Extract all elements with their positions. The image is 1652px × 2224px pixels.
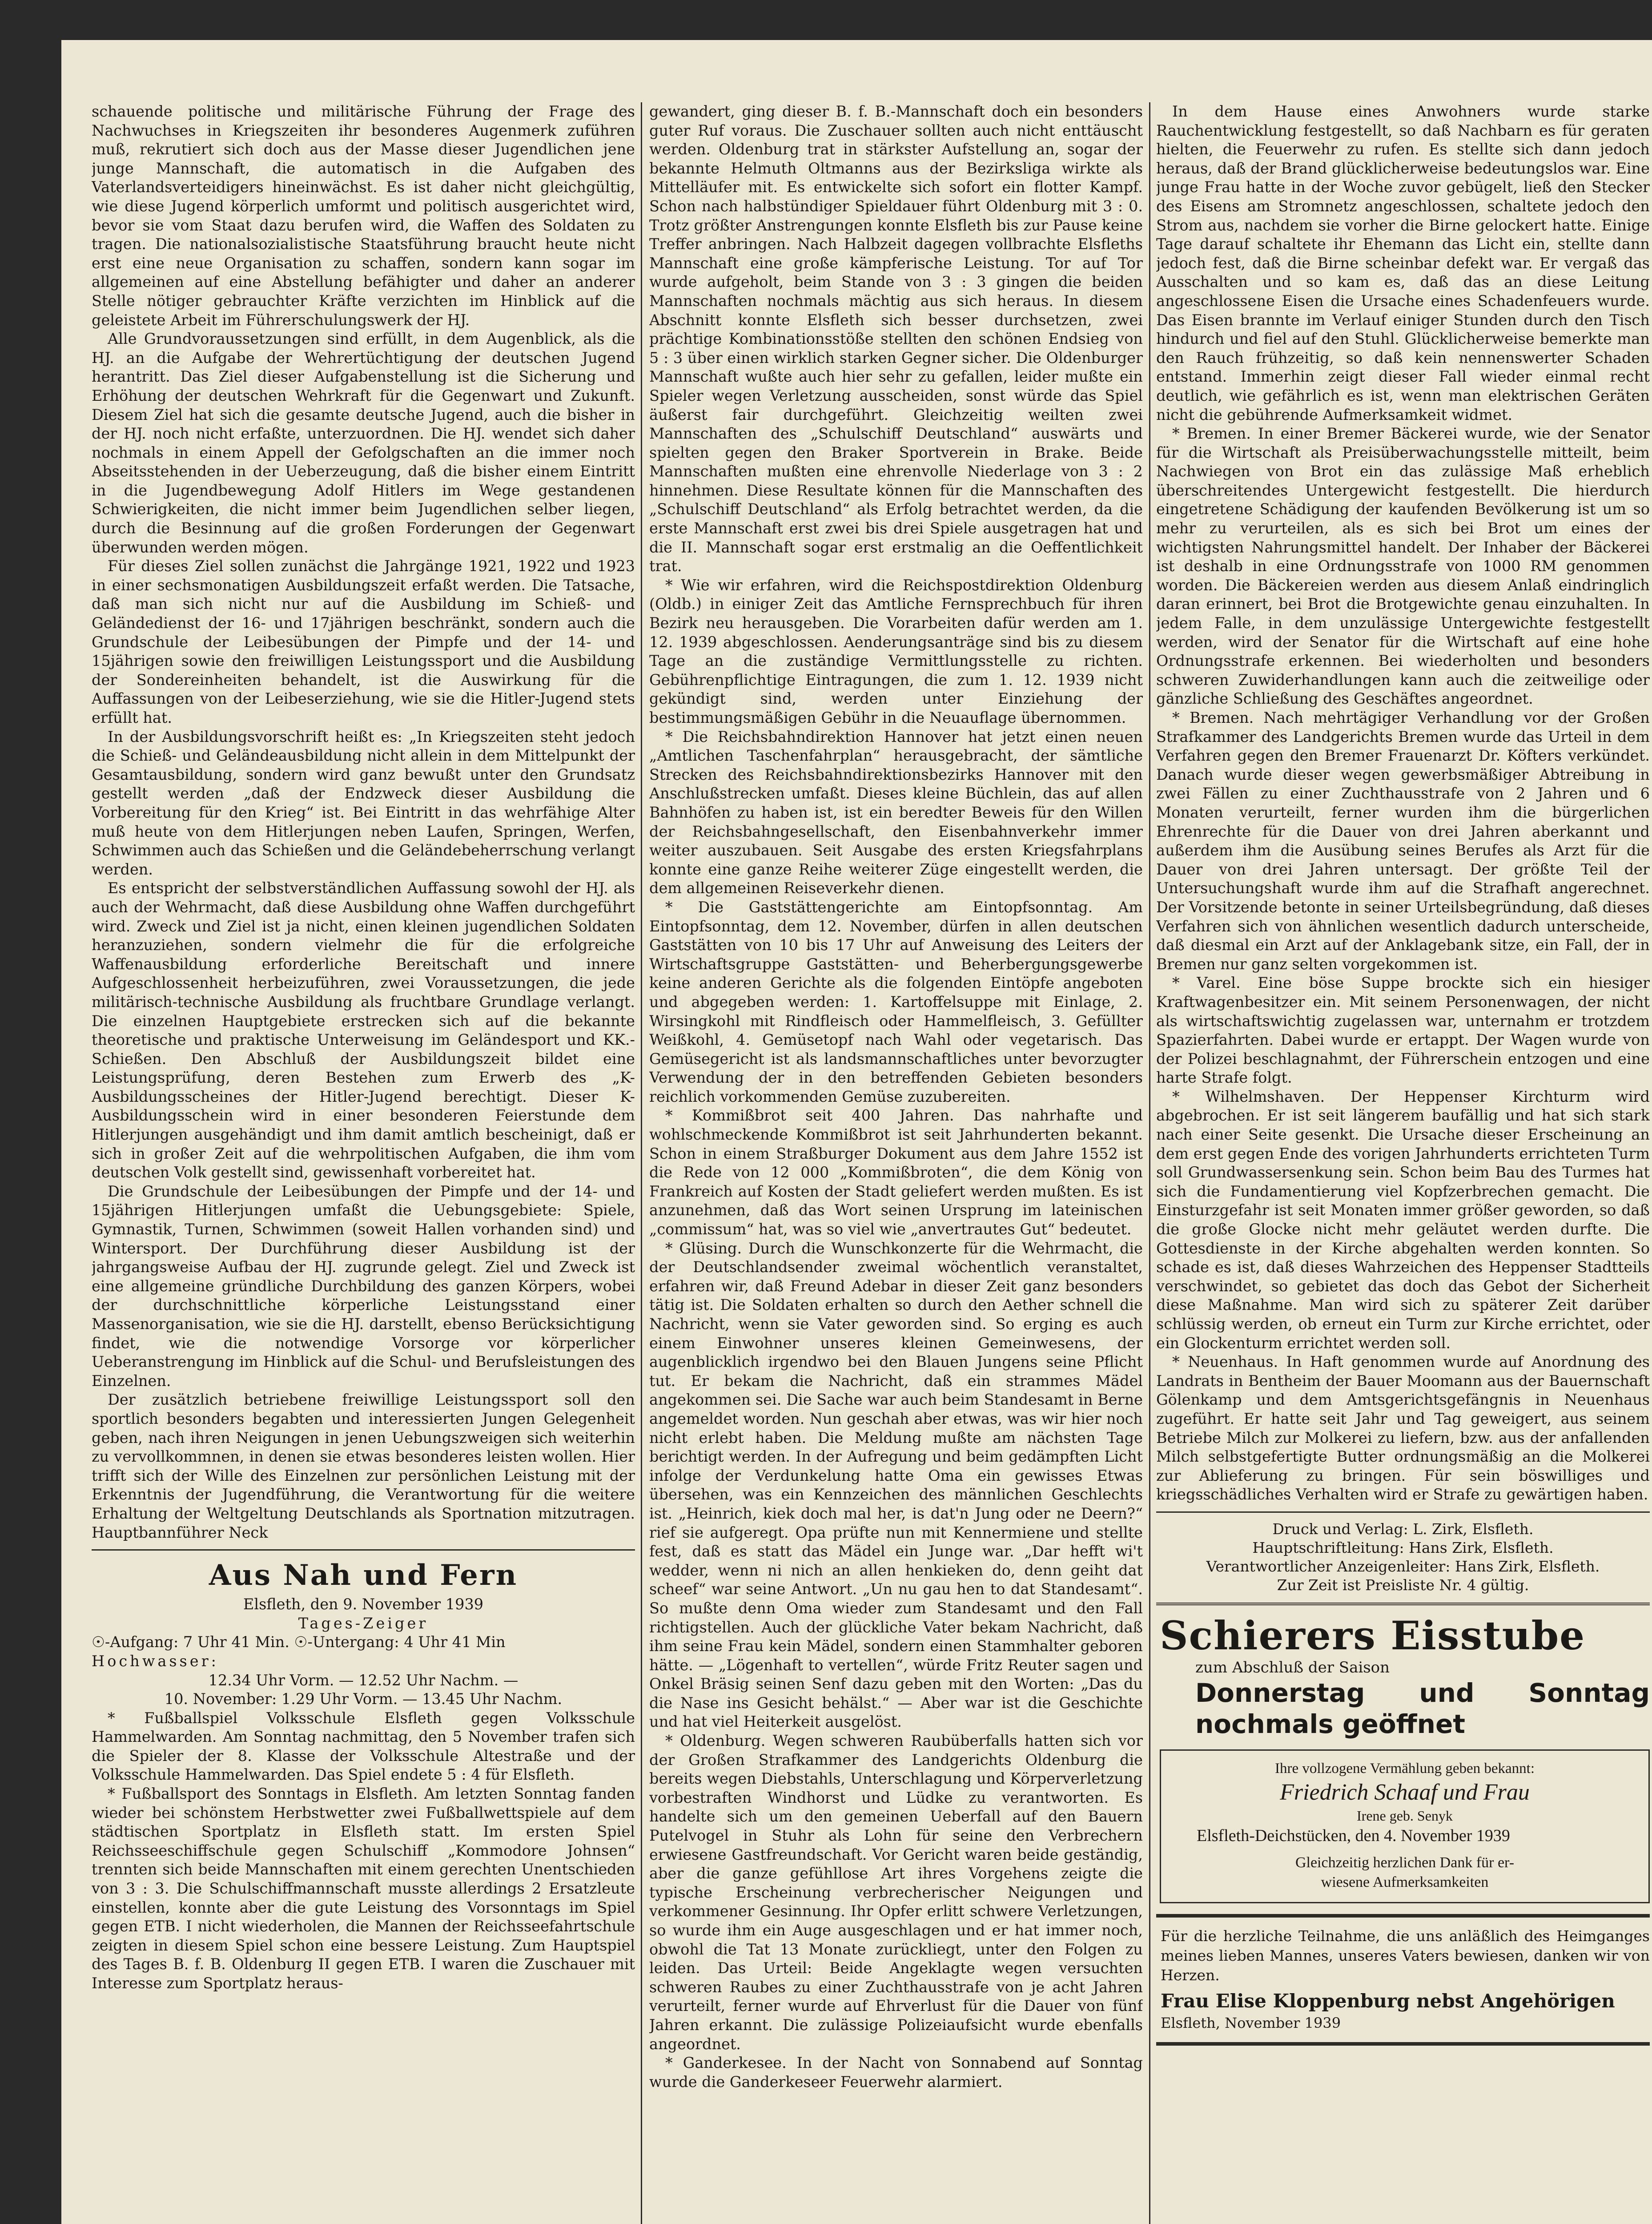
- article-paragraph: Alle Grundvoraussetzungen sind erfüllt, in dem Augenblick, als die HJ. an die Aufgabe der Wehrertüchtigung der deutschen Jugend herantritt. Das Ziel dieser Aufgabenstellung ist die Sicherung und Erhöhung der deutschen Wehrkraft für die Gegenwart und Zukunft. Diesem Ziel hat sich die gesamte deutsche Jugend, auch die bisher in der HJ. noch nicht erfaßte, unterzuordnen. Die HJ. wendet sich daher nochmals in einem Appell der Gefolgschaften an die immer noch Abseitsstehenden in der Ueberzeugung, daß die bisher einem Eintritt in die Jugendbewegung Adolf Hitlers im Wege gestandenen Schwierigkeiten, die nicht immer beim Jugendlichen selber liegen, durch die Besinnung auf die großen Forderungen der Gegenwart überwunden werden mögen.: [92, 330, 635, 556]
- article-paragraph: Die Grundschule der Leibesübungen der Pimpfe und der 14- und 15jährigen Hitlerjungen umfaßt die Uebungsgebiete: Spiele, Gymnastik, Turnen, Schwimmen (soweit Hallen vorhanden sind) und Wintersport. Der Durchführung dieser Ausbildung ist der jahrgangsweise Aufbau der HJ. zugrunde gelegt. Ziel und Zweck ist eine allgemeine gründliche Durchbildung des ganzen Körpers, wobei der durchschnittliche körperliche Leistungsstand einer Massenorganisation, wie sie die HJ. darstellt, ebenso Berücksichtigung findet, wie die notwendige Vorsorge vor körperlicher Ueberanstrengung im Hinblick auf die Schul- und Berufsleistungen des Einzelnen.: [92, 1182, 635, 1390]
- section-title: Aus Nah und Fern: [209, 1559, 518, 1592]
- hochwasser-heading: Hochwasser:: [92, 1652, 219, 1670]
- article-paragraph: * Wie wir erfahren, wird die Reichspostdirektion Oldenburg (Oldb.) in einiger Zeit das Amtliche Fernsprechbuch für ihren Bezirk neu herausgeben. Die Vorarbeiten dafür werden am 1. 12. 1939 abgeschlossen. Aenderungsanträge sind bis zu diesem Tage an die zuständige Vermittlungsstelle zu richten. Gebührenpflichtige Eintragungen, die zum 1. 12. 1939 nicht gekündigt sind, werden unter Einziehung der bestimmungsmäßigen Gebühr in die Neuauflage übernommen.: [649, 576, 1143, 726]
- imprint-line: Hauptschriftleitung: Hans Zirk, Elsfleth.: [1252, 1539, 1554, 1556]
- article-paragraph: * Neuenhaus. In Haft genommen wurde auf Anordnung des Landrats in Bentheim der Bauer Moomann aus der Bauernschaft Gölenkamp und dem Amtsgerichtsgefängnis in Neuenhaus zugeführt. Er hatte seit Jahr und Tag geweigert, aus seinem Betriebe Milch zur Molkerei zu liefern, bzw. aus der anfallenden Milch selbstgefertigte Butter ordnungsmäßig an die Molkerei zur Ablieferung zu bringen. Für sein böswilliges und kriegsschädliches Verhalten wird er Strafe zu gewärtigen haben.: [1156, 1353, 1650, 1503]
- ad-text: Für die herzliche Teilnahme, die uns anläßlich des Heimganges meines lieben Mannes, unseres Vaters bewiesen, danken wir von Herzen.: [1161, 1927, 1650, 1984]
- article-paragraph: gewandert, ging dieser B. f. B.-Mannschaft doch ein besonders guter Ruf voraus. Die Zuschauer sollten auch nicht enttäuscht werden. Oldenburg trat in stärkster Aufstellung an, sogar der bekannte Helmuth Oltmanns aus der Bezirksliga wirkte als Mittelläufer mit. Es entwickelte sich sofort ein flotter Kampf. Schon nach halbstündiger Spieldauer führt Oldenburg mit 3 : 0. Trotz größter Anstrengungen konnte Elsfleth bis zur Pause keine Treffer anbringen. Nach Halbzeit dagegen vollbrachte Elsfleths Mannschaft eine große kämpferische Leistung. Tor auf Tor wurde aufgeholt, beim Stande von 3 : 3 gingen die beiden Mannschaften nochmals mächtig aus sich heraus. In diesem Abschnitt konnte Elsfleth sich besser durchsetzen, zwei prächtige Kombinationsstöße stellten den schönen Endsieg von 5 : 3 über einen wirklich starken Gegner sicher. Die Oldenburger Mannschaft wußte auch hier sehr zu gefallen, leider mußte ein Spieler wegen Verletzung ausscheiden, sonst würde das Spiel äußerst fair durchgeführt. Gleichzeitig weilten zwei Mannschaften des „Schulschiff Deutschland“ auswärts und spielten gegen den Braker Sportverein in Brake. Beide Mannschaften mußten eine ehrenvolle Niederlage von 3 : 2 hinnehmen. Diese Resultate können für die Mannschaften des „Schulschiff Deutschland“ als Erfolg betrachtet werden, da die erste Mannschaft erst zwei bis drei Spiele ausgetragen hat und die II. Mannschaft sogar erst erstmalig an die Oeffentlichkeit trat.: [649, 103, 1143, 575]
- ad-headline: Donnerstag und Sonntag nochmals geöffnet: [1195, 1677, 1650, 1739]
- article-paragraph: * Wilhelmshaven. Der Heppenser Kirchturm wird abgebrochen. Er ist seit längerem baufällig und hat sich stark nach einer Seite gesenkt. Die Ursache dieser Erscheinung an dem erst gegen Ende des vorigen Jahrhunderts errichteten Turm soll Grundwassersenkung sein. Schon beim Bau des Turmes hat sich die Fundamentierung viel Kopfzerbrechen gemacht. Die Einsturzgefahr ist seit Monaten immer größer geworden, so daß die große Glocke nicht mehr geläutet werden durfte. Die Gottesdienste in der Kirche abgehalten werden konnten. So schade es ist, daß dieses Wahrzeichen des Heppenser Stadtteils verschwindet, so gebietet das doch das Gebot der Sicherheit diese Maßnahme. Man wird sich zu späterer Zeit darüber schlüssig werden, ob erneut ein Turm zur Kirche errichtet, oder ein Glockenturm errichtet werden soll.: [1156, 1088, 1650, 1352]
- imprint-line: Druck und Verlag: L. Zirk, Elsfleth.: [1272, 1520, 1534, 1538]
- article-paragraph: * Varel. Eine böse Suppe brockte sich ein hiesiger Kraftwagenbesitzer ein. Mit seinem Personenwagen, der nicht als wirtschaftswichtig zugelassen war, unternahm er trotzdem Spazierfahrten. Dabei wurde er ertappt. Der Wagen wurde von der Polizei beschlagnahmt, der Führerschein entzogen und eine harte Strafe folgt.: [1156, 974, 1650, 1087]
- imprint: [1156, 1520, 1650, 1595]
- section-divider: [92, 1549, 635, 1551]
- article-paragraph: * Fußballsport des Sonntags in Elsfleth. Am letzten Sonntag fanden wieder bei schönstem Herbstwetter zwei Fußballwettspiele auf dem städtischen Sportplatz in Elsfleth statt. Im ersten Spiel Reichsseeschiffschule gegen Schulschiff „Kommodore Johnsen“ trennten sich beide Mannschaften mit einem gerechten Unentschieden von 3 : 3. Die Schulschiffmannschaft musste allerdings 2 Ersatzleute einstellen, konnte aber die gute Leistung des Vorsonntags im Spiel gegen ETB. I nicht wiederholen, die Mannen der Reichsseefahrtschule zeigten in diesem Spiel schon eine bessere Leistung. Zum Hauptspiel des Tages B. f. B. Oldenburg II gegen ETB. I waren die Zuschauer mit Interesse zum Sportplatz heraus-: [92, 1785, 635, 1992]
- imprint-divider: [1156, 1511, 1650, 1513]
- newspaper-page: [61, 40, 1652, 2224]
- column-1: [92, 102, 635, 2224]
- tide-line: 10. November: 1.29 Uhr Vorm. — 13.45 Uhr Nachm.: [164, 1690, 563, 1708]
- ad-thanks: [1161, 1853, 1648, 1892]
- sunrise-sunset: ☉-Aufgang: 7 Uhr 41 Min. ☉-Untergang: 4 Uhr 41 Min: [92, 1633, 506, 1651]
- article-paragraph: * Bremen. In einer Bremer Bäckerei wurde, wie der Senator für die Wirtschaft als Preisüberwachungsstelle mitteilt, beim Nachwiegen von Brot ein das zulässige Maß erheblich überschreitendes Untergewicht festgestellt. Die hierdurch eingetretene Schädigung der kaufenden Bevölkerung ist um so mehr zu verurteilen, als es sich bei Brot um eines der wichtigsten Nahrungsmittel handelt. Der Inhaber der Bäckerei ist deshalb in eine Ordnungsstrafe von 1000 RM genommen worden. Die Bäckereien werden aus diesem Anlaß eindringlich daran erinnert, bei Brot die Brotgewichte genau einzuhalten. In jedem Falle, in dem unzulässige Untergewichte festgestellt werden, wird der Senator für die Wirtschaft auf eine hohe Ordnungsstrafe erkennen. Bei wiederholten und besonders schweren Zuwiderhandlungen kann auch die zeitweilige oder gänzliche Schließung des Geschäftes angeordnet.: [1156, 425, 1650, 708]
- ad-signature: Frau Elise Kloppenburg nebst Angehörigen: [1161, 1990, 1615, 2012]
- column-3: [1156, 102, 1650, 2224]
- imprint-line: Verantwortlicher Anzeigenleiter: Hans Zirk, Elsfleth.: [1206, 1557, 1600, 1575]
- column-rule: [641, 102, 642, 2224]
- article-paragraph: In der Ausbildungsvorschrift heißt es: „In Kriegszeiten steht jedoch die Schieß- und Geländeausbildung nicht allein in dem Mittelpunkt der Gesamtausbildung, sondern wird ganz bewußt unter den Grundsatz gestellt werden „daß der Endzweck dieser Ausbildung die Vorbereitung für den Krieg“ ist. Bei Eintritt in das wehrfähige Alter muß heute von dem Hitlerjungen neben Laufen, Springen, Werfen, Schwimmen auch das Schießen und die Geländebeherrschung verlangt werden.: [92, 728, 635, 878]
- article-paragraph: * Glüsing. Durch die Wunschkonzerte für die Wehrmacht, die der Deutschlandsender zweimal wöchentlich veranstaltet, erfahren wir, daß Freund Adebar in dieser Zeit ganz besonders tätig ist. Die Soldaten erhalten so durch den Aether schnell die Nachricht, wenn sie Vater geworden sind. So erging es auch einem Einwohner unseres kleinen Gemeinwesens, der augenblicklich irgendwo bei den Blauen Jungens seine Pflicht tut. Er bekam die Nachricht, daß ein strammes Mädel angekommen sei. Die Sache war auch beim Standesamt in Berne angemeldet worden. Nun geschah aber etwas, was wir hier noch nicht erlebt haben. Die Meldung mußte am nächsten Tage berichtigt werden. In der Aufregung und beim gedämpften Licht infolge der Verdunkelung hatte Oma ein gewisses Etwas übersehen, was ein Kennzeichen des männlichen Geschlechts ist. „Heinrich, kiek doch mal her, is dat'n Jung oder ne Deern?“ rief sie aufgeregt. Opa prüfte nun mit Kennermiene und stellte fest, daß es statt das Mädel ein Junge war. „Dar hefft wi't wedder, wenn ni nich an allen henkieken do, denn geiht dat scheef“ war seine Antwort. „Un nu gau hen to dat Standesamt“. So mußte denn Oma wieder zum Standesamt und den Fall richtigstellen. Auch der glückliche Vater bekam Nachricht, daß ihm seine Frau kein Mädel, sondern einen Stammhalter geboren hätte. — „Lögenhaft to vertellen“, würde Fritz Reuter sagen und Onkel Bräsig seinen Senf dazu geben mit den Worten: „Das du die Nase ins Gesicht behälst.“ — Aber war ist die Geschichte und hat viel Heiterkeit ausgelöst.: [649, 1239, 1143, 1731]
- article-paragraph: Es entspricht der selbstverständlichen Auffassung sowohl der HJ. als auch der Wehrmacht, daß diese Ausbildung ohne Waffen durchgeführt wird. Zweck und Ziel ist ja nicht, einen kleinen jugendlichen Soldaten heranzuziehen, sondern vielmehr die für die erfolgreiche Waffenausbildung erforderliche Bereitschaft und innere Aufgeschlossenheit herbeizuführen, zwei Voraussetzungen, die jede militärisch-technische Ausbildung als fruchtbare Grundlage verlangt. Die einzelnen Hauptgebiete erstrecken sich auf die bekannte theoretische und praktische Unterweisung im Geländesport und KK.-Schießen. Den Abschluß der Ausbildungszeit bildet eine Leistungsprüfung, deren Bestehen zum Erwerb des „K-Ausbildungsscheines der Hitler-Jugend berechtigt. Dieser K-Ausbildungsschein wird in einer besonderen Feierstunde dem Hitlerjungen ausgehändigt und ihm damit amtlich bescheinigt, daß er sich in großer Zeit auf die wehrpolitischen Aufgaben, die ihm vom deutschen Volk gestellt sind, gewissenhaft vorbereitet hat.: [92, 879, 635, 1181]
- article-paragraph: Der zusätzlich betriebene freiwillige Leistungssport soll den sportlich besonders begabten und interessierten Jungen Gelegenheit geben, nach ihren Neigungen in jenen Uebungszweigen sich weiterhin zu vervollkommnen, in denen sie etwas besonderes leisten wollen. Hier trifft sich der Wille des Einzelnen zur persönlichen Leistung mit der Erkenntnis der Jugendführung, die Verantwortung für die weitere Erhaltung der Weltgeltung Deutschlands als Sportnation mitzutragen. Hauptbannführer Neck: [92, 1391, 635, 1541]
- article-paragraph: * Oldenburg. Wegen schweren Raubüberfalls hatten sich vor der Großen Strafkammer des Landgerichts Oldenburg die bereits wegen Diebstahls, Unterschlagung und Körperverletzung vorbestraften Windhorst und Lüdke zu verantworten. Es handelte sich um den gemeinen Ueberfall auf den Bauern Putelvogel in Stuhr als Lohn für seine den Verbrechern erwiesene Gastfreundschaft. Vor Gericht waren beide geständig, aber die ganze gefühllose Art ihres Vorgehens zeigte die typische Erscheinung verbrecherischer Neigungen und verkommener Gesinnung. Ihr Opfer erlitt schwere Verletzungen, so wurde ihm ein Auge ausgeschlagen und er hat immer noch, obwohl die Tat 13 Monate zurückliegt, unter den Folgen zu leiden. Das Urteil: Beide Angeklagte wegen versuchten schweren Raubes zu einer Zuchthausstrafe von je acht Jahren verurteilt, ferner wurde auf Ehrverlust für die Dauer von fünf Jahren erkannt. Die zulässige Polizeiaufsicht wurde ebenfalls angeordnet.: [649, 1732, 1143, 2053]
- dateline: Elsfleth, den 9. November 1939: [243, 1595, 484, 1613]
- column-2: [649, 102, 1143, 2224]
- article-paragraph: * Fußballspiel Volksschule Elsfleth gegen Volksschule Hammelwarden. Am Sonntag nachmittag, den 5 November trafen sich die Spieler der 8. Klasse der Volksschule Altestraße und der Volksschule Hammelwarden. Das Spiel endete 5 : 4 für Elsfleth.: [92, 1709, 635, 1784]
- article-paragraph: * Die Reichsbahndirektion Hannover hat jetzt einen neuen „Amtlichen Taschenfahrplan“ herausgebracht, der sämtliche Strecken des Reichsbahndirektionsbezirks Hannover mit den Anschlußstrecken umfaßt. Dieses kleine Büchlein, das auf allen Bahnhöfen zu haben ist, ist ein beredter Beweis für den Willen der Reichsbahngesellschaft, den Eisenbahnverkehr immer weiter auszubauen. Seit Ausgabe des ersten Kriegsfahrplans konnte eine ganze Reihe weiterer Züge eingestellt werden, die dem allgemeinen Reiseverkehr dienen.: [649, 728, 1143, 897]
- column-rule: [1149, 102, 1150, 2224]
- article-paragraph: In dem Hause eines Anwohners wurde starke Rauchentwicklung festgestellt, so daß Nachbarn es für geraten hielten, die Feuerwehr zu rufen. Es stellte sich dann jedoch heraus, daß der Brand glücklicherweise bedeutungslos war. Eine junge Frau hatte in der Woche zuvor gebügelt, ließ den Stecker des Eisens am Stromnetz angeschlossen, schaltete jedoch den Strom aus, nachdem sie vorher die Birne gelockert hatte. Einige Tage darauf schaltete ihr Ehemann das Licht ein, stellte dann jedoch fest, daß die Birne scheinbar defekt war. Er vergaß das Ausschalten und so kam es, daß das an diese Leitung angeschlossene Eisen die Ursache eines Schadenfeuers wurde. Das Eisen brannte im Verlauf einiger Stunden durch den Tisch hindurch und fiel auf den Stuhl. Glücklicherweise bemerkte man den Rauch frühzeitig, so daß kein nennenswerter Schaden entstand. Immerhin zeigt dieser Fall wieder einmal recht deutlich, wie gefährlich es ist, wenn man elektrischen Geräten nicht die gebührende Aufmerksamkeit widmet.: [1156, 103, 1650, 423]
- ad-names: Friedrich Schaaf und Frau: [1280, 1779, 1530, 1805]
- imprint-line: Zur Zeit ist Preisliste Nr. 4 gültig.: [1277, 1576, 1529, 1594]
- ad-condolence-thanks: [1156, 1914, 1650, 2046]
- ad-date: Elsfleth, November 1939: [1161, 2014, 1341, 2031]
- ad-nee: Irene geb. Senyk: [1357, 1807, 1453, 1824]
- article-paragraph: * Die Gaststättengerichte am Eintopfsonntag. Am Eintopfsonntag, dem 12. November, dürfen in allen deutschen Gaststätten von 10 bis 17 Uhr auf Anweisung des Leiters der Wirtschaftsgruppe Gaststätten- und Beherbergungsgewerbe keine anderen Gerichte als die folgenden Eintöpfe angeboten und abgegeben werden: 1. Kartoffelsuppe mit Einlage, 2. Wirsingkohl mit Rindfleisch oder Hammelfleisch, 3. Gefüllter Weißkohl, 4. Gemüsetopf nach Wahl oder vegetarisch. Das Gemüsegericht ist als landsmannschaftliches unter bevorzugter Verwendung der in den betreffenden Gebieten besonders reichlich vorkommenden Gemüse zuzubereiten.: [649, 898, 1143, 1105]
- ad-text: Ihre vollzogene Vermählung geben bekannt:: [1274, 1760, 1535, 1777]
- ad-divider: [1156, 1603, 1650, 1605]
- ad-thanks-line: Gleichzeitig herzlichen Dank für er-: [1295, 1854, 1515, 1871]
- ad-title: Schierers Eisstube: [1160, 1612, 1586, 1659]
- article-paragraph: schauende politische und militärische Führung der Frage des Nachwuchses in Kriegszeiten ihr besonderes Augenmerk zuführen muß, rekrutiert sich doch aus der Masse dieser Jugendlichen jene junge Mannschaft, die automatisch in die Aufgaben des Vaterlandsverteidigers hineinwächst. Es ist daher nicht gleichgültig, wie diese Jugend körperlich umformt und politisch ausgerichtet wird, bevor sie vom Staat dazu berufen wird, die Waffen des Soldaten zu tragen. Die nationalsozialistische Staatsführung braucht heute nicht erst eine neue Organisation zu schaffen, sondern kann sogar im allgemeinen auf eine Abstellung befähigter und daher an anderer Stelle nötiger gebrauchter Kräfte verzichten im Hinblick auf die geleistete Arbeit im Führerschulungswerk der HJ.: [92, 103, 635, 329]
- article-paragraph: Für dieses Ziel sollen zunächst die Jahrgänge 1921, 1922 und 1923 in einer sechsmonatigen Ausbildungszeit erfaßt werden. Die Tatsache, daß man sich nicht nur auf die Ausbildung im Schieß- und Geländedienst der 16- und 17jährigen beschränkt, sondern auch die Grundschule der Leibesübungen der Pimpfe und der 14- und 15jährigen sowie den freiwilligen Leistungssport und die Ausbildung der Sondereinheiten behandelt, ist die Auswirkung für die Auffassungen von der Leibeserziehung, wie sie die Hitler-Jugend stets erfüllt hat.: [92, 557, 635, 726]
- article-paragraph: * Ganderkesee. In der Nacht von Sonnabend auf Sonntag wurde die Ganderkeseer Feuerwehr alarmiert.: [649, 2054, 1143, 2091]
- article-paragraph: * Bremen. Nach mehrtägiger Verhandlung vor der Großen Strafkammer des Landgerichts Bremen wurde das Urteil in dem Verfahren gegen den Bremer Frauenarzt Dr. Köfters verkündet. Danach wurde dieser wegen gewerbsmäßiger Abtreibung in zwei Fällen zu einer Zuchthausstrafe von 2 Jahren und 6 Monaten verurteilt, ferner wurden ihm die bürgerlichen Ehrenrechte für die Dauer von drei Jahren aberkannt und außerdem ihm die Ausübung seines Berufes als Arzt für die Dauer von drei Jahren untersagt. Der größte Teil der Untersuchungshaft wurde ihm auf die Strafhaft angerechnet. Der Vorsitzende betonte in seiner Urteilsbegründung, daß dieses Verfahren sich von ähnlichen wesentlich dadurch unterscheide, daß diesmal ein Arzt auf der Anklagebank sitze, ein Fall, der in Bremen nur ganz selten vorgekommen ist.: [1156, 709, 1650, 973]
- almanac-heading: Tages-Zeiger: [298, 1614, 429, 1632]
- ad-subtitle: zum Abschluß der Saison: [1195, 1658, 1390, 1676]
- ad-place-date: Elsfleth-Deichstücken, den 4. November 1939: [1197, 1826, 1510, 1845]
- tide-line: 12.34 Uhr Vorm. — 12.52 Uhr Nachm. —: [208, 1671, 519, 1689]
- ad-thanks-line: wiesene Aufmerksamkeiten: [1321, 1873, 1489, 1890]
- article-paragraph: * Kommißbrot seit 400 Jahren. Das nahrhafte und wohlschmeckende Kommißbrot ist seit Jahrhunderten bekannt. Schon in einem Straßburger Dokument aus dem Jahre 1552 ist die Rede von 12 000 „Kommißbroten“, die dem König von Frankreich auf Kosten der Stadt geliefert werden mußten. Es ist anzunehmen, daß das Wort seinen Ursprung im lateinischen „commissum“ hat, was so viel wie „anvertrautes Gut“ bedeutet.: [649, 1107, 1143, 1238]
- ad-wedding: [1160, 1749, 1650, 1903]
- ad-eisstube: [1156, 1613, 1650, 1740]
